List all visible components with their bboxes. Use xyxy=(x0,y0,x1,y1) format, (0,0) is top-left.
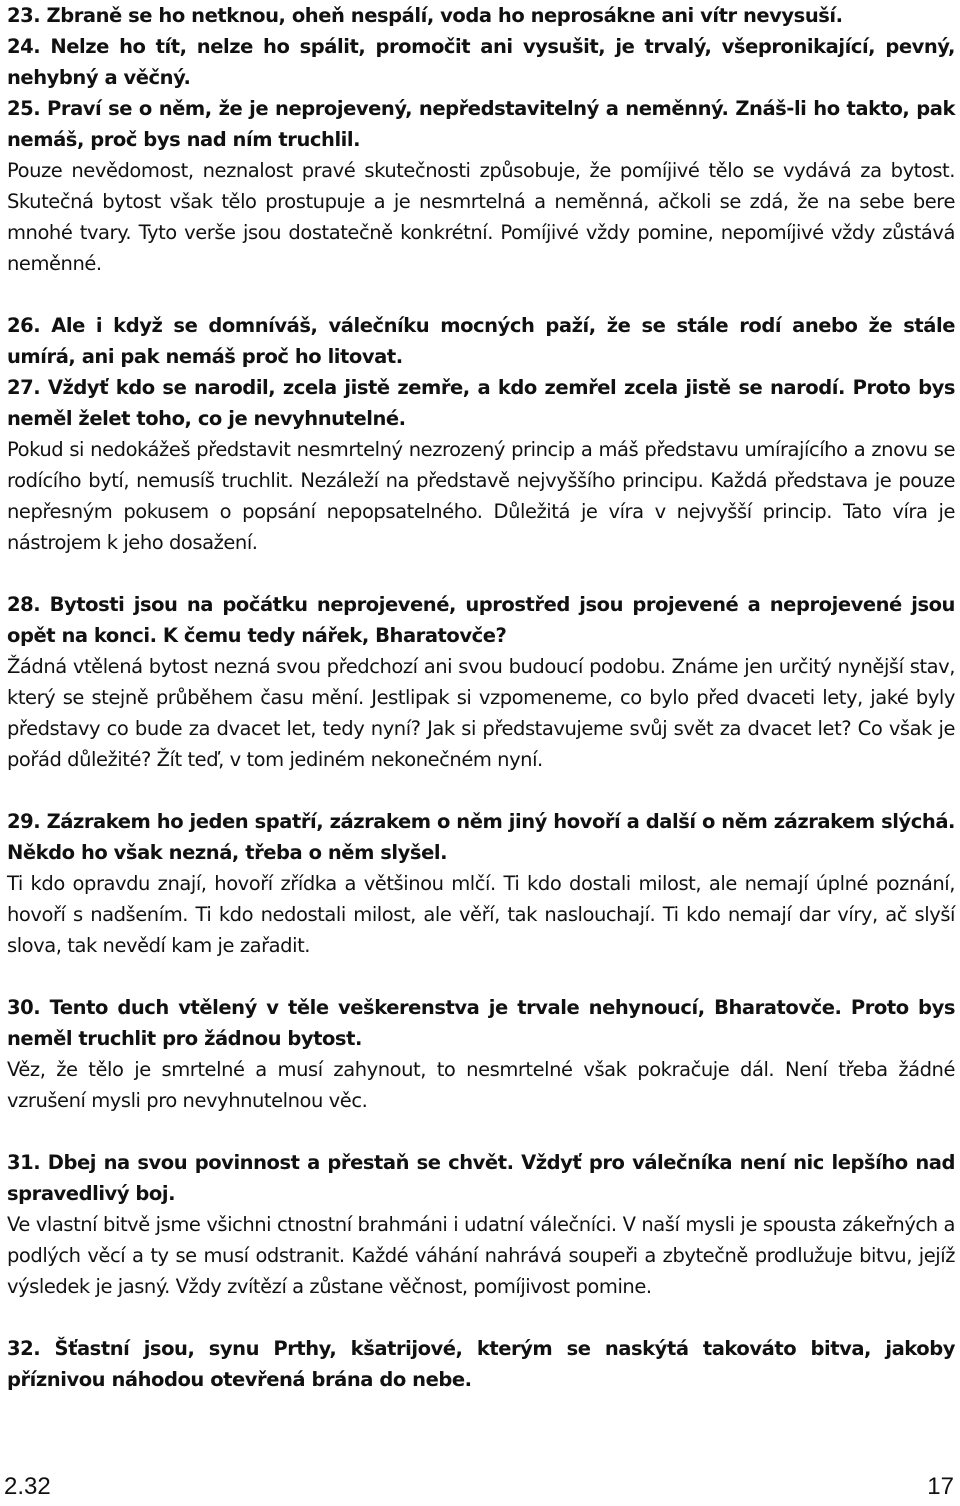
verse-24 xyxy=(7,31,955,93)
document-body xyxy=(7,0,955,1395)
verse-32 xyxy=(7,1333,955,1395)
verse-text: 25. Praví se o něm, že je neprojevený, nepředstavitelný a neměnný. Znáš-li ho takto, pak nemáš, proč bys nad ním truchlil. xyxy=(7,97,955,151)
verse-text: 26. Ale i když se domníváš, válečníku mocných paží, že se stále rodí anebo že stále umírá, ani pak nemáš proč ho litovat. xyxy=(7,314,955,368)
commentary-28 xyxy=(7,651,955,775)
verse-31 xyxy=(7,1147,955,1209)
verse-text: 27. Vždyť kdo se narodil, zcela jistě zemře, a kdo zemřel zcela jistě se narodí. Proto bys neměl želet toho, co je nevyhnutelné. xyxy=(7,376,955,430)
verse-text: 29. Zázrakem ho jeden spatří, zázrakem o něm jiný hovoří a další o něm zázrakem slýchá. Někdo ho však nezná, třeba o něm slyšel. xyxy=(7,810,955,864)
verse-30 xyxy=(7,992,955,1054)
commentary-text: Žádná vtělená bytost nezná svou předchozí ani svou budoucí podobu. Známe jen určitý nynější stav, který se stejně průběhem času mění. Jestlipak si vzpomeneme, co bylo před dvaceti lety, jaké byly představy co bude za dvacet let, tedy nyní? Jak si představujeme svůj svět za dvacet let? Co však je pořád důležité? Žít teď, v tom jediném nekonečném nyní. xyxy=(7,655,955,771)
verse-text: 32. Šťastní jsou, synu Prthy, kšatrijové, kterým se naskýtá takováto bitva, jakoby příznivou náhodou otevřená brána do nebe. xyxy=(7,1337,955,1391)
verse-text: 28. Bytosti jsou na počátku neprojevené, uprostřed jsou projevené a neprojevené jsou opět na konci. K čemu tedy nářek, Bharatovče? xyxy=(7,593,955,647)
verse-29 xyxy=(7,806,955,868)
verse-text: 24. Nelze ho tít, nelze ho spálit, promočit ani vysušit, je trvalý, všepronikající, pevný, nehybný a věčný. xyxy=(7,35,955,89)
commentary-27 xyxy=(7,434,955,558)
commentary-text: Ti kdo opravdu znají, hovoří zřídka a většinou mlčí. Ti kdo dostali milost, ale nemají úplné poznání, hovoří s nadšením. Ti kdo nedostali milost, ale věří, tak naslouchají. Ti kdo nemají dar víry, ač slyší slova, tak nevědí kam je zařadit. xyxy=(7,872,955,957)
verse-text: 23. Zbraně se ho netknou, oheň nespálí, voda ho neprosákne ani vítr nevysuší. xyxy=(7,4,843,27)
verse-27 xyxy=(7,372,955,434)
verse-23 xyxy=(7,0,955,31)
verse-28 xyxy=(7,589,955,651)
commentary-31 xyxy=(7,1209,955,1302)
commentary-text: Pouze nevědomost, neznalost pravé skutečnosti způsobuje, že pomíjivé tělo se vydává za bytost. Skutečná bytost však tělo prostupuje a je nesmrtelná a neměnná, ačkoli se zdá, že na sebe bere mnohé tvary. Tyto verše jsou dostatečně konkrétní. Pomíjivé vždy pomine, nepomíjivé vždy zůstává neměnné. xyxy=(7,159,955,275)
commentary-29 xyxy=(7,868,955,961)
verse-25 xyxy=(7,93,955,155)
commentary-text: Pokud si nedokážeš představit nesmrtelný nezrozený princip a máš představu umírajícího a znovu se rodícího bytí, nemusíš truchlit. Nezáleží na představě nejvyššího principu. Každá představa je pouze nepřesným pokusem o popsání nepopsatelného. Důležitá je víra v nejvyšší princip. Tato víra je nástrojem k jeho dosažení. xyxy=(7,438,955,554)
page-number: 17 xyxy=(927,1473,954,1500)
commentary-30 xyxy=(7,1054,955,1116)
verse-text: 30. Tento duch vtělený v těle veškerenstva je trvale nehynoucí, Bharatovče. Proto bys neměl truchlit pro žádnou bytost. xyxy=(7,996,955,1050)
commentary-text: Věz, že tělo je smrtelné a musí zahynout, to nesmrtelné však pokračuje dál. Není třeba žádné vzrušení mysli pro nevyhnutelnou věc. xyxy=(7,1058,955,1112)
section-reference: 2.32 xyxy=(4,1473,51,1500)
commentary-25 xyxy=(7,155,955,279)
page-footer xyxy=(4,1470,954,1504)
commentary-text: Ve vlastní bitvě jsme všichni ctnostní brahmáni i udatní válečníci. V naší mysli je spousta zákeřných a podlých věcí a ty se musí odstranit. Každé váhání nahrává soupeři a zbytečně prodlužuje bitvu, jejíž výsledek je jasný. Vždy zvítězí a zůstane věčnost, pomíjivost pomine. xyxy=(7,1213,955,1298)
verse-26 xyxy=(7,310,955,372)
verse-text: 31. Dbej na svou povinnost a přestaň se chvět. Vždyť pro válečníka není nic lepšího nad spravedlivý boj. xyxy=(7,1151,955,1205)
